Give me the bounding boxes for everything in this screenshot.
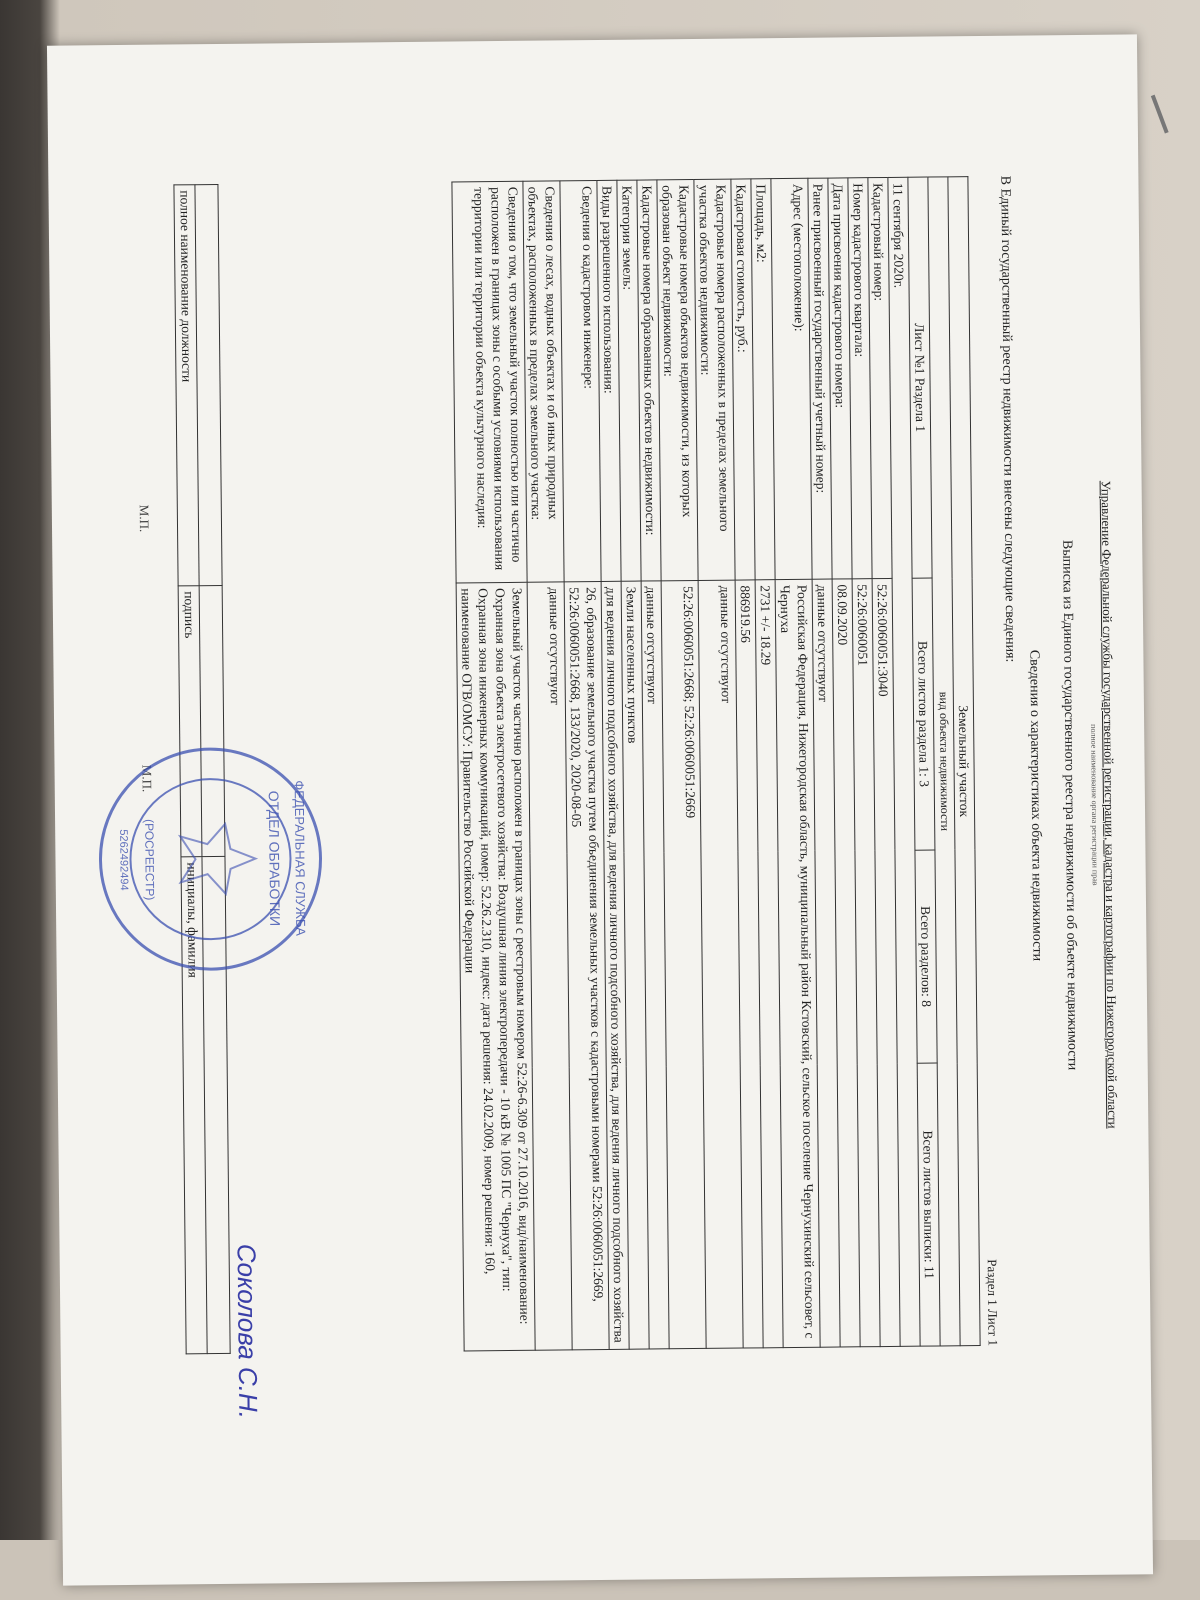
- property-label: Сведения о лесах, водных объектах и об иных природных объектах, расположенных в пределах земельного участка:: [523, 181, 564, 582]
- property-value: для ведения личного подсобного хозяйства, для ведения личного подсобного хозяйства, для ведения личного подсобного хозяйства: [601, 581, 629, 1349]
- property-value: 886919.56: [735, 580, 763, 1348]
- property-value: 2731 +/- 18.29: [755, 580, 783, 1348]
- signer-name: Соколова С.Н.: [231, 1243, 264, 1420]
- stamp-text-mid: ОТДЕЛ ОБРАБОТКИ: [265, 790, 284, 927]
- property-value: данные отсутствуют: [698, 580, 743, 1348]
- extract-date: 11 сентября 2020г.: [888, 177, 920, 1346]
- section-count: Всего разделов: 8: [915, 850, 937, 1064]
- stamp-outer-ring: [99, 748, 321, 970]
- extract-document: [47, 34, 1153, 1585]
- property-label: Ранее присвоенный государственный учетный номер:: [808, 178, 832, 579]
- property-value: данные отсутствуют: [527, 582, 572, 1350]
- property-value: 26, образование земельного участка путем объединения земельных участков с кадастровыми номерами 52:26:0060051:2669, 52:26:0060051:2668, 133/2020, 2020-08-05: [564, 581, 609, 1349]
- property-value: 08.09.2020: [832, 579, 860, 1347]
- paper-wrapper: [55, 40, 1145, 1580]
- name-label: инициалы, фамилия: [181, 857, 207, 1354]
- stamp-text-bottom: (РОСРЕЕСТР): [142, 818, 157, 901]
- object-type: Земельный участок: [948, 177, 980, 1346]
- property-label: Кадастровая стоимость, руб.:: [731, 179, 755, 580]
- property-value: данные отсутствуют: [641, 581, 669, 1349]
- property-row: [452, 181, 535, 1351]
- property-label: Кадастровые номера образованных объектов недвижимости:: [637, 180, 661, 581]
- section-mark: Раздел 1 Лист 1: [984, 1259, 1001, 1346]
- position-label: полное наименование должности: [174, 185, 199, 586]
- property-value: Российская Федерация, Нижегородская область, муниципальный район Кстовский, сельское поселение Чернухинский сельсовет, с Чернуха: [775, 579, 820, 1347]
- property-label: Номер кадастрового квартала:: [848, 178, 872, 579]
- property-label: Кадастровый номер:: [868, 177, 892, 578]
- property-value: 52:26:0060051: [852, 579, 880, 1347]
- eagle-emblem-icon: [180, 824, 256, 895]
- property-label: Сведения о кадастровом инженере:: [560, 180, 601, 581]
- property-label: Кадастровые номера расположенных в пределах земельного участка объектов недвижимости:: [694, 179, 735, 580]
- property-rows: [452, 177, 900, 1351]
- stamp-text-top: ФЕДЕРАЛЬНАЯ СЛУЖБА: [291, 780, 309, 937]
- object-type-caption: вид объекта недвижимости: [928, 177, 960, 1346]
- sheet-number: Лист №1 Раздела 1: [908, 177, 932, 578]
- extract-sheet-count: Всего листов выписки: 11: [917, 1063, 940, 1346]
- property-label: Сведения о том, что земельный участок полностью или частично расположен в границах зоны с особыми условиями использования территории или территории объекта культурного наследия:: [452, 181, 527, 583]
- property-label: Адрес (местоположение):: [771, 178, 812, 579]
- property-value: Земли населенных пунктов: [621, 581, 649, 1349]
- agency-name: Управление Федеральной службы государственной регистрации, кадастра и картографии по Нижегородской области: [1098, 480, 1121, 1129]
- property-label: Кадастровые номера объектов недвижимости, из которых образован объект недвижимости:: [657, 179, 698, 580]
- section-title: Сведения о характеристиках объекта недвижимости: [1026, 649, 1045, 962]
- property-value: данные отсутствуют: [812, 579, 840, 1347]
- agency-caption: полное наименование органа регистрации прав: [1089, 724, 1100, 886]
- property-label: Дата присвоения кадастрового номера:: [828, 178, 852, 579]
- stamp-place-right: М.П.: [139, 764, 155, 793]
- stamp-place-left: М.П.: [136, 504, 153, 533]
- document-title: Выписка из Единого государственного реестра недвижимости об объекте недвижимости: [1059, 539, 1080, 1071]
- property-value: 52:26:0060051:2668; 52:26:0060051:2669: [661, 580, 706, 1348]
- property-label: Виды разрешенного использования:: [597, 180, 621, 581]
- signature-label: подпись: [178, 586, 202, 857]
- section-sheet-count: Всего листов раздела 1: 3: [912, 578, 935, 850]
- intro-text: В Единый государственный реестр недвижимости внесены следующие сведения:: [997, 175, 1018, 663]
- position-cell: [195, 184, 222, 585]
- property-label: Площадь, м2:: [751, 179, 775, 580]
- staple: [1151, 95, 1169, 134]
- stamp-number: 5262492494: [117, 829, 130, 891]
- property-value: Земельный участок частично расположен в границах зоны с реестровым номером 52:26-6.309 от 27.10.2016, вид/наименование: Охранная зона объекта электросетевого хозяйства: Воздушная линия электропередачи - 10 кВ № 1005 ПС "Чернуха", тип: Охранная зона инженерных коммуникаций, номер: 52.26.2.310, индекс: дата решения: 24.02.2009, номер решения: 160, наименование ОГВ/ОМСУ: Правительство Российской Федерации: [456, 582, 535, 1351]
- official-stamp: [94, 743, 326, 975]
- property-table: [451, 176, 980, 1351]
- property-value: 52:26:0060051:3040: [872, 578, 900, 1346]
- property-label: Категория земель:: [617, 180, 641, 581]
